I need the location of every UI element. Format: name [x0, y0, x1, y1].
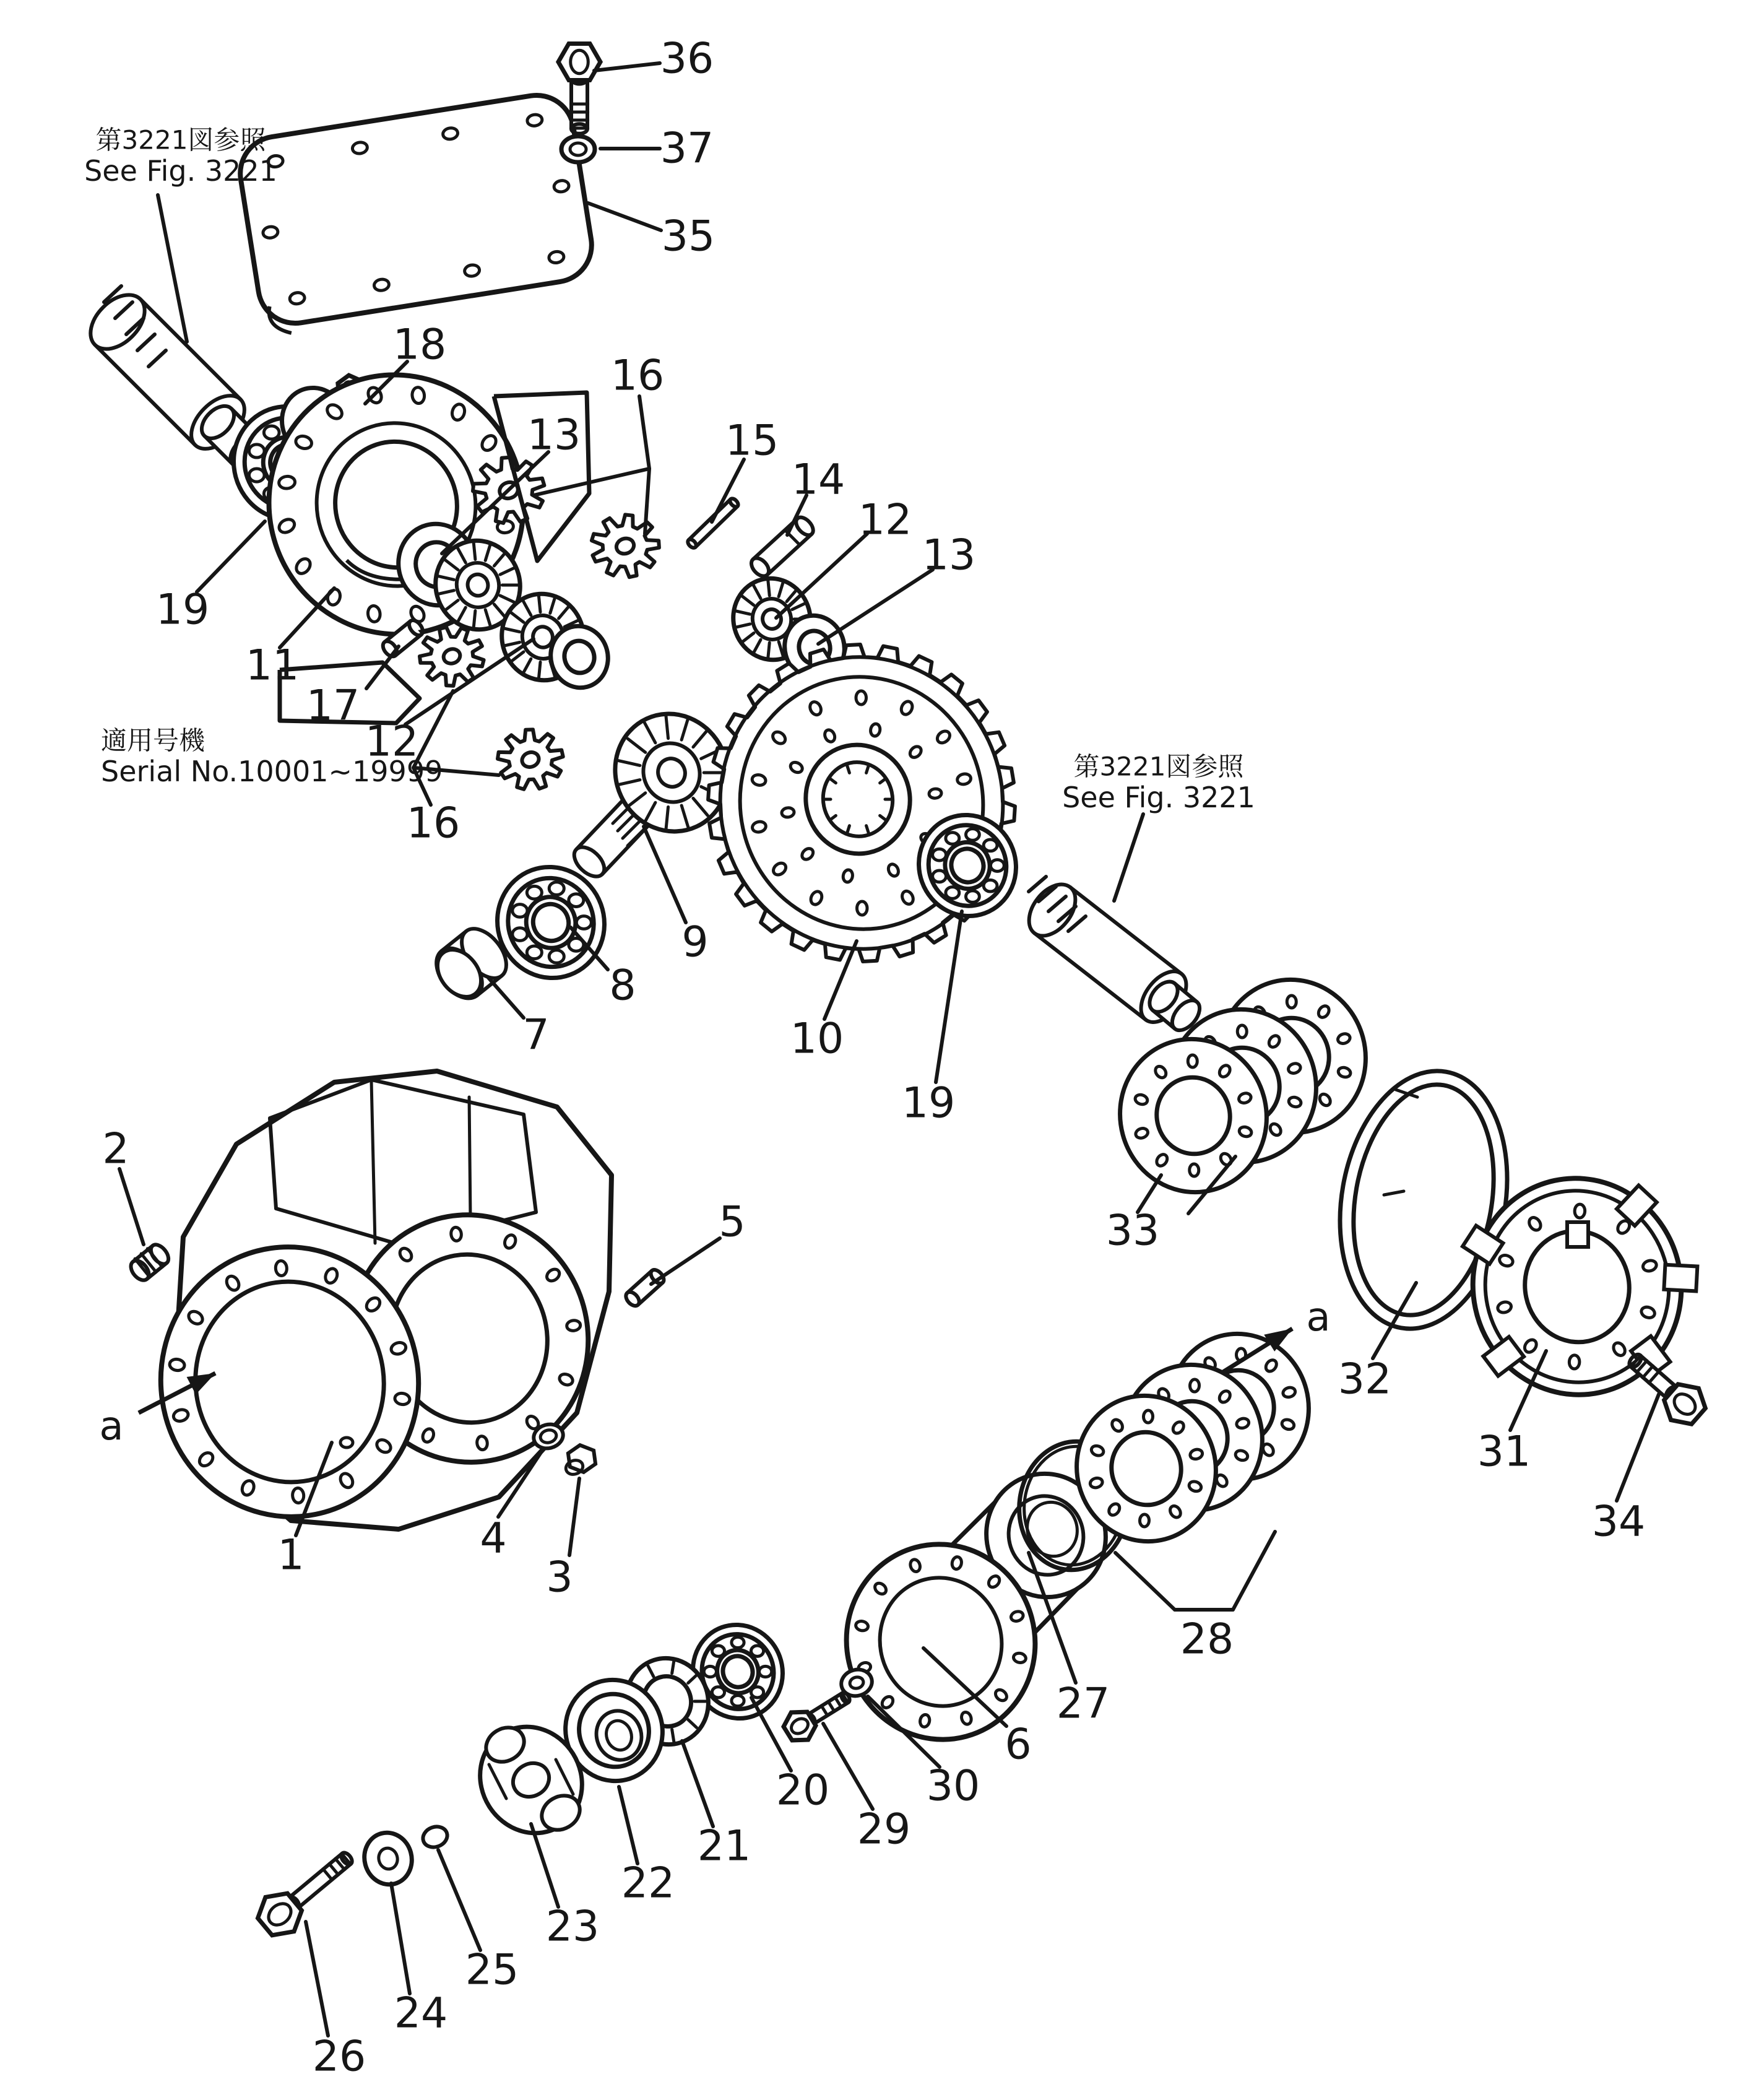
text-layer	[84, 35, 1645, 2079]
part-8-bearing	[482, 852, 620, 993]
part-label-20: 20	[776, 1766, 830, 1815]
part-label-34: 34	[1591, 1497, 1646, 1547]
part-label-28: 28	[1180, 1615, 1234, 1664]
note-mid-right-jp: 第3221図参照	[1073, 751, 1244, 782]
part-label-19: 19	[155, 585, 210, 635]
leader-line-34	[1617, 1394, 1659, 1501]
part-label-27: 27	[1056, 1679, 1110, 1729]
leader-line-28	[1115, 1553, 1175, 1610]
part-3-plug	[564, 1445, 595, 1477]
part-label-12: 12	[365, 717, 419, 766]
part-28-disc-stack	[1060, 1318, 1325, 1557]
part-24-washer	[358, 1828, 417, 1890]
leader-line-20	[751, 1698, 791, 1771]
part-5-pin	[623, 1267, 666, 1308]
part-25-oring	[420, 1823, 451, 1851]
part-2-plug	[128, 1241, 172, 1283]
leader-line-35	[588, 203, 661, 230]
part-label-33: 33	[1105, 1206, 1160, 1256]
part-1-housing	[144, 1071, 612, 1534]
leader-line-19	[197, 521, 265, 592]
part-label-13: 13	[922, 531, 976, 580]
leader-line-3	[569, 1478, 579, 1555]
note-serial-jp: 適用号機	[101, 725, 205, 756]
part-label-29: 29	[857, 1805, 911, 1854]
part-label-21: 21	[697, 1821, 751, 1871]
leader-line-28	[1233, 1532, 1275, 1610]
part-label-30: 30	[926, 1761, 980, 1811]
parts-drawing-layer	[80, 44, 1706, 1935]
part-label-7: 7	[522, 1010, 550, 1060]
part-label-37: 37	[660, 124, 714, 173]
leader-line-25	[438, 1850, 480, 1950]
part-label-16: 16	[610, 351, 665, 401]
part-label-32: 32	[1338, 1355, 1392, 1404]
note-top-left-jp: 第3221図参照	[95, 124, 266, 155]
leader-line-24	[391, 1883, 410, 1994]
leader-line-5	[651, 1238, 720, 1284]
part-label-18: 18	[392, 320, 447, 370]
leader-line-13	[818, 570, 933, 644]
part-label-23: 23	[545, 1902, 600, 1951]
part-10-ring-gear	[693, 631, 1030, 975]
part-29-bolt	[784, 1691, 851, 1740]
part-label-2: 2	[102, 1124, 129, 1174]
part-16-pinion-gear-lower-mid	[498, 729, 563, 789]
part-37-washer	[561, 136, 595, 162]
part-35-cover-plate	[235, 90, 599, 337]
part-label-12: 12	[858, 495, 912, 545]
part-label-25: 25	[465, 1945, 519, 1995]
part-label-22: 22	[621, 1859, 675, 1908]
leader-line-2	[119, 1169, 144, 1244]
note-top-left-en: See Fig. 3221	[84, 154, 277, 188]
leader-line-9	[644, 827, 686, 922]
part-label-15: 15	[725, 416, 779, 466]
part-label-36: 36	[660, 34, 714, 84]
callout-layer	[119, 63, 1659, 2036]
part-label-11: 11	[245, 641, 300, 690]
part-label-5: 5	[719, 1197, 746, 1247]
leader-line-36	[594, 63, 660, 71]
part-label-9: 9	[681, 918, 709, 967]
part-label-31: 31	[1477, 1427, 1531, 1477]
part-label-24: 24	[394, 1989, 448, 2038]
part-label-16: 16	[406, 799, 460, 848]
part-label-19: 19	[901, 1079, 956, 1128]
part-label-1: 1	[277, 1530, 305, 1580]
part-label-17: 17	[306, 681, 360, 731]
part-label-4: 4	[480, 1514, 507, 1563]
part-shaft-right	[1019, 875, 1204, 1035]
part-label-3: 3	[546, 1553, 573, 1602]
note-mid-right-en: See Fig. 3221	[1062, 781, 1255, 814]
leader-line-17	[366, 646, 399, 688]
note-leader-mid-right	[1114, 814, 1143, 901]
leader-line-23	[531, 1824, 558, 1907]
leader-line-21	[682, 1741, 713, 1826]
part-label-6: 6	[1005, 1720, 1032, 1769]
part-label-14: 14	[791, 455, 845, 505]
leader-line-26	[306, 1922, 328, 2036]
view-label-a: a	[99, 1404, 124, 1449]
part-14-pin	[748, 514, 816, 579]
part-label-26: 26	[312, 2032, 366, 2079]
view-label-a: a	[1306, 1295, 1331, 1340]
leader-line-7	[488, 977, 524, 1018]
part-label-13: 13	[527, 410, 581, 460]
leader-line-16	[639, 396, 649, 469]
part-label-8: 8	[609, 961, 636, 1010]
leader-line-29	[823, 1724, 873, 1809]
part-label-10: 10	[790, 1014, 844, 1064]
part-label-35: 35	[661, 212, 716, 261]
leader-line-22	[619, 1787, 638, 1864]
note-serial-en: Serial No.10001~19999	[101, 755, 443, 788]
part-16-pinion-gear-mid	[592, 514, 659, 577]
leader-line-16	[534, 469, 649, 495]
